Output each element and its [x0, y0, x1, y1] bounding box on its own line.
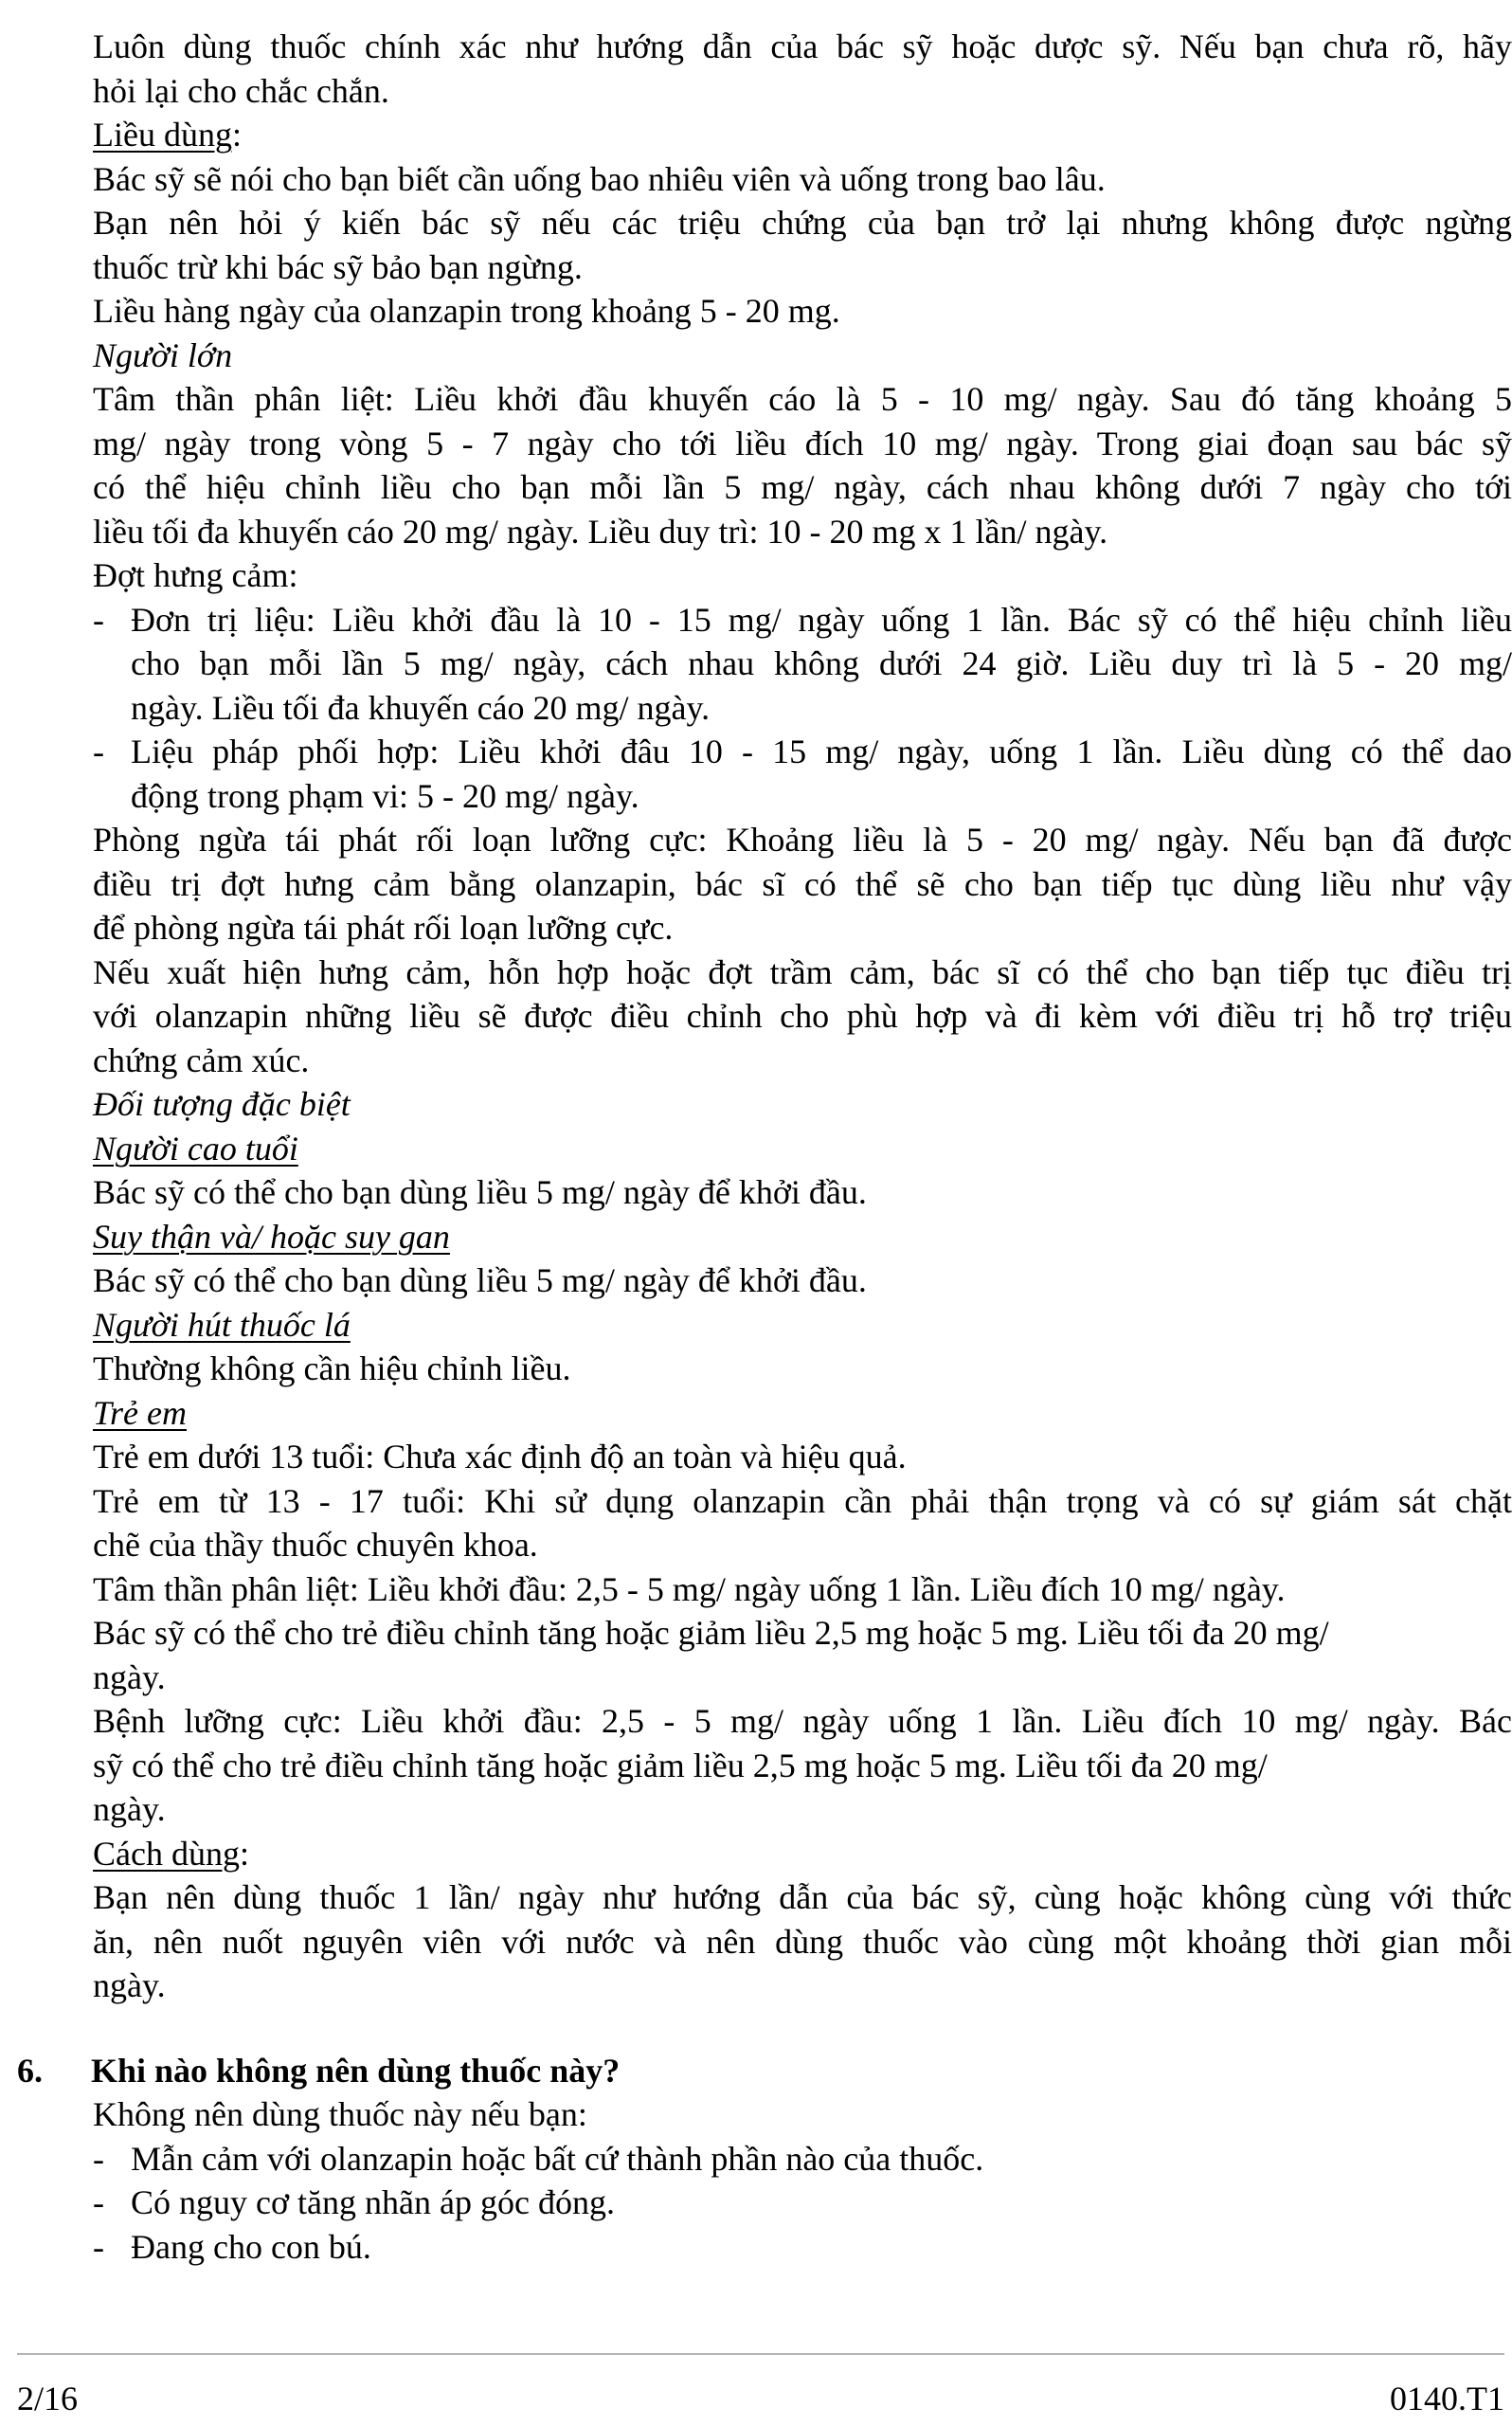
section-intro: Không nên dùng thuốc này nếu bạn:: [93, 2095, 587, 2133]
document-code: 0140.T1: [1390, 2380, 1504, 2417]
renal-hepatic-subheading: Suy thận và/ hoặc suy gan: [93, 1217, 450, 1256]
paragraph-line: Bạn nên hỏi ý kiến bác sỹ nếu các triệu chứng của bạn trở lại nhưng không được ngừng: [93, 204, 1512, 242]
paragraph-line: ngày.: [93, 1657, 166, 1696]
bullet-continuation: động trong phạm vi: 5 - 20 mg/ ngày.: [131, 776, 639, 815]
usage-heading: Cách dùng:: [93, 1834, 249, 1873]
paragraph-line: Luôn dùng thuốc chính xác như hướng dẫn của bác sỹ hoặc dược sỹ. Nếu bạn chưa rõ, hãy: [93, 27, 1512, 65]
paragraph-line: Nếu xuất hiện hưng cảm, hỗn hợp hoặc đợt trầm cảm, bác sĩ có thể cho bạn tiếp tục điều trị: [93, 952, 1512, 991]
paragraph-line: Phòng ngừa tái phát rối loạn lưỡng cực: Khoảng liều là 5 - 20 mg/ ngày. Nếu bạn đã được: [93, 821, 1512, 859]
paragraph-line: điều trị đợt hưng cảm bằng olanzapin, bác sĩ có thể sẽ cho bạn tiếp tục dùng liều như vậy: [93, 864, 1512, 903]
section-number: 6.: [17, 2052, 43, 2090]
paragraph-line: để phòng ngừa tái phát rối loạn lưỡng cực.: [93, 909, 674, 947]
paragraph-line: Bác sỹ có thể cho bạn dùng liều 5 mg/ ngày để khởi đầu.: [93, 1173, 867, 1211]
children-subheading: Trẻ em: [93, 1393, 187, 1432]
paragraph-line: ngày.: [93, 1966, 166, 2004]
paragraph-line: hỏi lại cho chắc chắn.: [93, 71, 389, 110]
mania-episode-label: Đợt hưng cảm:: [93, 556, 298, 594]
section-6-heading: [17, 2049, 1512, 2092]
paragraph-line: Bạn nên dùng thuốc 1 lần/ ngày như hướng dẫn của bác sỹ, cùng hoặc không cùng với thức: [93, 1878, 1512, 1916]
page-number: 2/16: [17, 2380, 79, 2417]
paragraph-line: Tâm thần phân liệt: Liều khởi đầu: 2,5 - 5 mg/ ngày uống 1 lần. Liều đích 10 mg/ ngày.: [93, 1569, 1286, 1608]
paragraph-line: chứng cảm xúc.: [93, 1041, 310, 1079]
elderly-subheading: Người cao tuổi: [93, 1129, 298, 1168]
section-6: [17, 2049, 1512, 2269]
usage-heading-label: Cách dùng: [93, 1834, 240, 1873]
dosage-section: [93, 25, 1512, 2008]
section-6-body: [17, 2092, 1512, 2269]
smokers-subheading: Người hút thuốc lá: [93, 1305, 351, 1344]
paragraph-line: với olanzapin những liều sẽ được điều chỉnh cho phù hợp và đi kèm với điều trị hỗ trợ triệu: [93, 997, 1512, 1035]
paragraph-line: Tâm thần phân liệt: Liều khởi đầu khuyến cáo là 5 - 10 mg/ ngày. Sau đó tăng khoảng 5: [93, 380, 1512, 418]
paragraph-line: liều tối đa khuyến cáo 20 mg/ ngày. Liều duy trì: 10 - 20 mg x 1 lần/ ngày.: [93, 512, 1108, 551]
dosage-heading-label: Liều dùng: [93, 116, 232, 154]
list-item: - Có nguy cơ tăng nhãn áp góc đóng.: [93, 2183, 615, 2221]
section-title: Khi nào không nên dùng thuốc này?: [91, 2052, 621, 2090]
paragraph-line: Bác sỹ có thể cho trẻ điều chỉnh tăng hoặc giảm liều 2,5 mg hoặc 5 mg. Liều tối đa 20 mg/: [93, 1614, 1329, 1652]
list-item: - Mẫn cảm với olanzapin hoặc bất cứ thành phần nào của thuốc.: [93, 2139, 984, 2178]
paragraph-line: Liều hàng ngày của olanzapin trong khoảng 5 - 20 mg.: [93, 292, 840, 330]
bullet-continuation: cho bạn mỗi lần 5 mg/ ngày, cách nhau không dưới 24 giờ. Liều duy trì là 5 - 20 mg/: [131, 644, 1512, 682]
paragraph-line: ăn, nên nuốt nguyên viên với nước và nên dùng thuốc vào cùng một khoảng thời gian mỗi: [93, 1922, 1512, 1961]
list-item: - Đang cho con bú.: [93, 2227, 371, 2266]
bullet-item: - Đơn trị liệu: Liều khởi đầu là 10 - 15 mg/ ngày uống 1 lần. Bác sỹ có thể hiệu chỉnh liều: [93, 600, 1512, 639]
paragraph-line: Trẻ em từ 13 - 17 tuổi: Khi sử dụng olanzapin cần phải thận trọng và có sự giám sát chặt: [93, 1481, 1512, 1520]
bullet-item: - Liệu pháp phối hợp: Liều khởi đâu 10 - 15 mg/ ngày, uống 1 lần. Liều dùng có thể dao: [93, 733, 1512, 770]
paragraph-line: ngày.: [93, 1790, 166, 1828]
paragraph-line: Bác sỹ sẽ nói cho bạn biết cần uống bao nhiêu viên và uống trong bao lâu.: [93, 159, 1106, 198]
paragraph-line: Thường không cần hiệu chỉnh liều.: [93, 1349, 571, 1387]
paragraph-line: Bác sỹ có thể cho bạn dùng liều 5 mg/ ngày để khởi đầu.: [93, 1261, 867, 1299]
paragraph-line: Bệnh lưỡng cực: Liều khởi đầu: 2,5 - 5 mg/ ngày uống 1 lần. Liều đích 10 mg/ ngày. Bác: [93, 1702, 1512, 1740]
special-population-subheading: Đối tượng đặc biệt: [93, 1085, 351, 1123]
paragraph-line: sỹ có thể cho trẻ điều chỉnh tăng hoặc giảm liều 2,5 mg hoặc 5 mg. Liều tối đa 20 mg/: [93, 1746, 1268, 1784]
footer-divider: [17, 2353, 1504, 2355]
paragraph-line: thuốc trừ khi bác sỹ bảo bạn ngừng.: [93, 247, 583, 286]
dosage-heading: Liều dùng:: [93, 116, 242, 154]
bullet-continuation: ngày. Liều tối đa khuyến cáo 20 mg/ ngày.: [131, 688, 711, 727]
paragraph-line: chẽ của thầy thuốc chuyên khoa.: [93, 1526, 538, 1564]
page-footer: [17, 2379, 1504, 2422]
adult-subheading: Người lớn: [93, 335, 233, 374]
paragraph-line: mg/ ngày trong vòng 5 - 7 ngày cho tới liều đích 10 mg/ ngày. Trong giai đoạn sau bác sỹ: [93, 424, 1512, 462]
paragraph-line: Trẻ em dưới 13 tuổi: Chưa xác định độ an toàn và hiệu quả.: [93, 1438, 907, 1476]
paragraph-line: có thể hiệu chỉnh liều cho bạn mỗi lần 5 mg/ ngày, cách nhau không dưới 7 ngày cho tới: [93, 468, 1512, 506]
